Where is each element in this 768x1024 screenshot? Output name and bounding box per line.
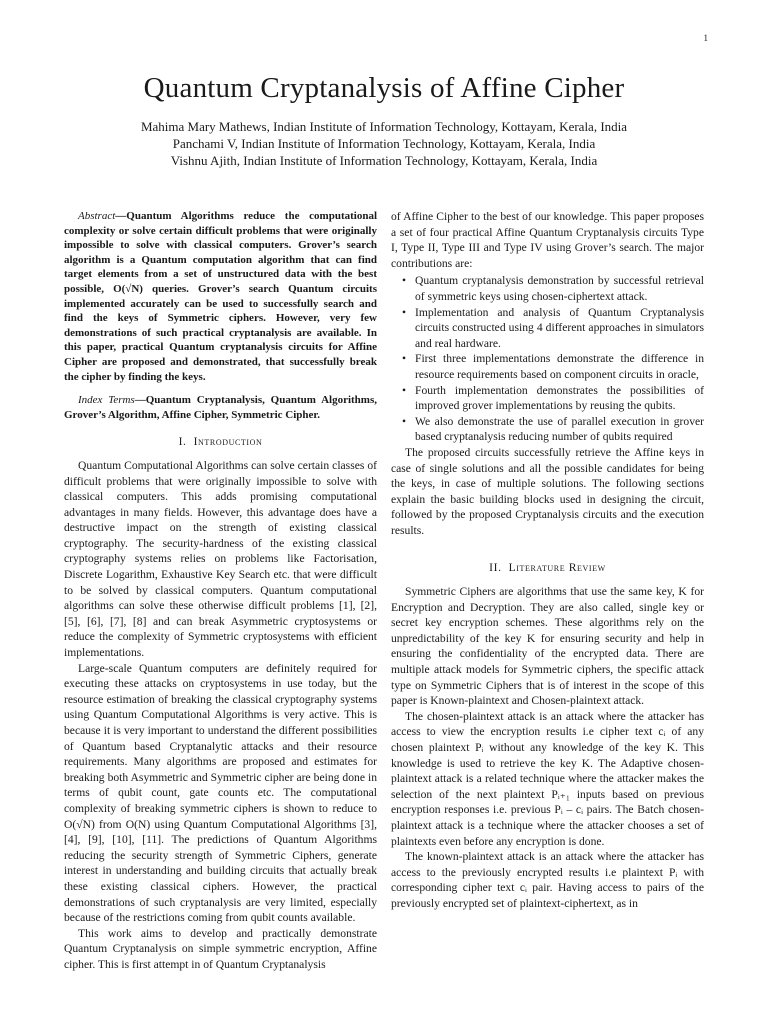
right-column — [391, 209, 704, 912]
paragraph: The known-plaintext attack is an attack where the attacker has access to the previously encrypted results i.e plaintext Pᵢ with corresponding cipher text cᵢ pair. Having access to pairs of the previously encrypted set of plaintext-ciphertext, as in — [391, 850, 704, 910]
bullet-icon: • — [402, 414, 407, 428]
paragraph: Symmetric Ciphers are algorithms that use the same key, K for Encryption and Decryption. They are also called, single key or secret key encryption schemes. These algorithms rely on the unpredictability of the key K for ensuring security and help in ensuring the confidentiality of the encrypted data. There are multiple attack models for Symmetric ciphers, the specific attack type on Symmetric Ciphers that is of interest in the scope of this paper is Known-plaintext and Chosen-plaintext attack. — [391, 585, 704, 708]
author-list — [0, 118, 768, 169]
index-terms-label: Index Terms — [78, 394, 135, 407]
left-column — [64, 209, 377, 973]
abstract — [64, 209, 377, 384]
paragraph: Large-scale Quantum computers are definitely required for executing these attacks on cryptosystems in use today, but the resource estimation of breaking the classical cryptography systems using Quantum Computational Algorithms is very active. This is because it is very important to understand the different possibilities of Quantum based Cryptanalytic attacks and their resource requirements. Many algorithms are proposed and estimates for breaking both Asymmetric and Symmetric cipher are being done in terms of qubit count, gate counts etc. The computational complexity of breaking symmetric ciphers is shown to reduce to O(√N) from O(N) using Quantum Computational Algorithms [3], [4], [9], [10], [11]. The predictions of Quantum Algorithms reducing the security strength of Symmetric Ciphers, generate interest in understanding and building circuits that actually break these existing classical ciphers. However, the practical demonstrations of such cryptanalysis are very limited, especially because of the restrictions coming from qubit counts available. — [64, 661, 377, 925]
list-item: • Implementation and analysis of Quantum Cryptanalysis circuits constructed using 4 different approaches in simulators and real hardware. — [402, 305, 704, 350]
bullet-icon: • — [402, 352, 407, 366]
paragraph: The chosen-plaintext attack is an attack where the attacker has access to view the encryption results i.e cipher text cᵢ of any chosen plaintext Pᵢ without any knowledge of the key K. This knowledge is used to retrieve the key K. The Adaptive chosen-plaintext attack is a related technique where the attacker makes the selection of the next plaintext Pᵢ₊₁ inputs based on previous encryption responses i.e. previous Pᵢ – cᵢ pairs. The Batch chosen-plaintext attack is a technique where the attacker chooses a set of plaintexts even before any encryption is done. — [391, 709, 704, 848]
list-item: • First three implementations demonstrate the difference in resource requirements based on component circuits in oracle, — [402, 352, 704, 381]
author-line: Vishnu Ajith, Indian Institute of Information Technology, Kottayam, Kerala, India — [170, 153, 598, 168]
paper-title: Quantum Cryptanalysis of Affine Cipher — [143, 72, 625, 104]
list-item: • We also demonstrate the use of parallel execution in grover based cryptanalysis reducing number of qubits required — [402, 414, 704, 444]
paragraph: Quantum Computational Algorithms can solve certain classes of difficult problems that were originally impossible to solve with classical computers. This adds promising computational advantages in many fields. However, this advantage does have a destructive impact on the strength of existing classical cryptography. The security-hardness of the existing classical cryptography systems relies on problems like Factorisation, Discrete Logarithm, Exhaustive Key Search etc. that were difficult to be solved by classical computers. Quantum computational algorithms can solve these otherwise difficult problems [1], [2], [5], [6], [7], [8] and can break Asymmetric cryptosystems or reduce the complexity of Symmetric cryptosystems with efficient implementations. — [64, 458, 377, 660]
section-heading-introduction: I. Introduction — [178, 435, 263, 449]
index-terms-text: —Quantum Cryptanalysis, Quantum Algorithms, Grover’s Algorithm, Affine Cipher, Symmetric Cipher. — [64, 394, 377, 421]
bullet-icon: • — [402, 274, 407, 288]
abstract-label: Abstract — [78, 210, 116, 222]
author-line: Mahima Mary Mathews, Indian Institute of Information Technology, Kottayam, Kerala, India — [140, 119, 628, 134]
list-item: • Fourth implementation demonstrates the possibilities of improved grover implementations by reusing the qubits. — [402, 383, 704, 413]
paragraph: The proposed circuits successfully retrieve the Affine keys in case of single solutions and all the possible candidates for being the keys, in case of multiple solutions. The following sections explain the basic building blocks used in designing the circuit, followed by the proposed Cryptanalysis circuits and the execution results. — [391, 445, 704, 537]
author-line: Panchami V, Indian Institute of Information Technology, Kottayam, Kerala, India — [172, 136, 596, 151]
abstract-text: —Quantum Algorithms reduce the computational complexity or solve certain difficult problems that were originally impossible to solve with classical computers. Grover’s search algorithm is a Quantum computation algorithm that can find target elements from a set of unstructured data with the best possible, O(√N) queries. Grover’s search Quantum circuits implemented accurately can be used to successfully search and find the keys of Symmetric ciphers. However, very few demonstrations of such practical cryptanalysis are available. In this paper, practical Quantum cryptanalysis circuits for Affine Cipher are proposed and demonstrated, that successfully break the cipher by finding the keys. — [64, 210, 377, 383]
bullet-icon: • — [402, 305, 407, 319]
index-terms — [64, 393, 377, 422]
contribution-list — [391, 273, 704, 445]
paragraph: of Affine Cipher to the best of our knowledge. This paper proposes a set of four practical Affine Quantum Cryptanalysis circuits Type I, Type II, Type III and Type IV using Grover’s search. The major contributions are: — [391, 210, 704, 270]
section-heading-literature-review: II. Literature Review — [489, 561, 606, 575]
paragraph: This work aims to develop and practically demonstrate Quantum Cryptanalysis on simple symmetric encryption, Affine cipher. This is first attempt in of Quantum Cryptanalysis — [64, 926, 377, 971]
page-number: 1 — [703, 33, 708, 43]
list-item: • Quantum cryptanalysis demonstration by successful retrieval of symmetric keys using chosen-ciphertext attack. — [402, 274, 704, 303]
bullet-icon: • — [402, 383, 407, 397]
